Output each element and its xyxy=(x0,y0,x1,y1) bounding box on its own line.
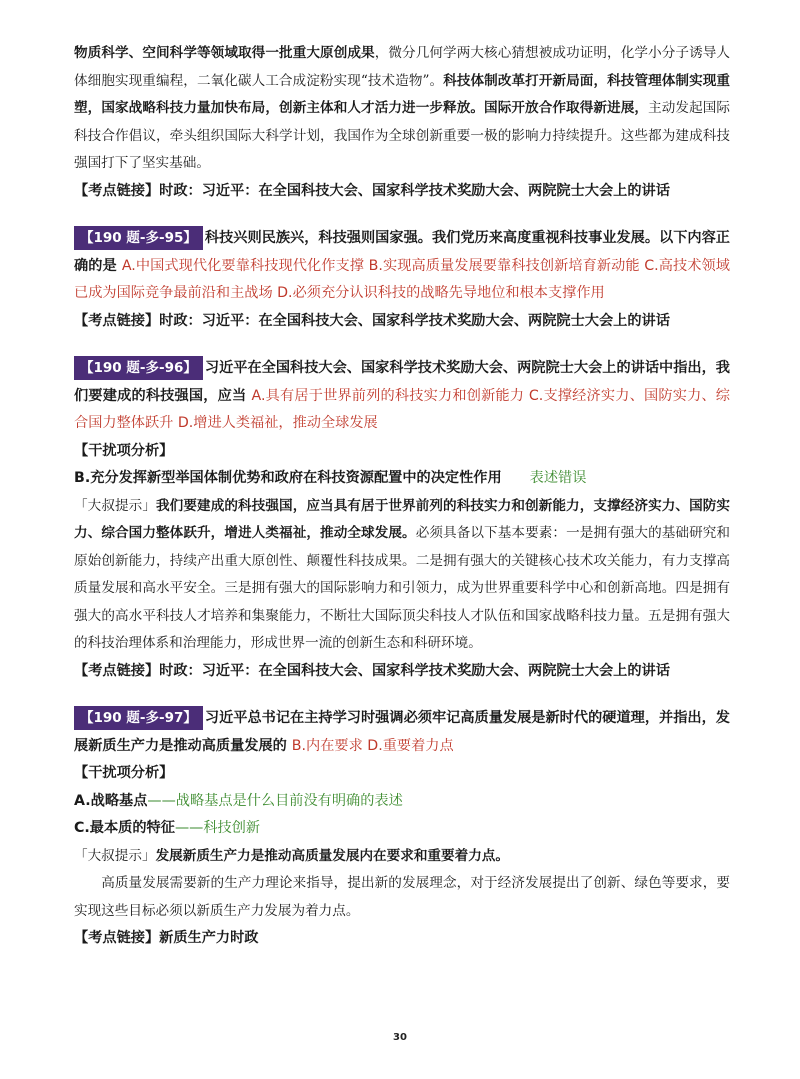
question-stem-97: 习近平总书记在主持学习时强调必须牢记高质量发展是新时代的硬道理，并指出，发展新质生产力是推动高质量发展的 xyxy=(74,710,730,754)
exam-link-2 xyxy=(74,308,730,336)
distractor-option-c: C.最本质的特征 xyxy=(74,820,175,836)
intro-bold-c: 科技体制改革打开新局面，科技管理体制实现重塑，国家战略科技力量加快布局，创新主体和人才活力进一步释放。国际开放合作取得新进展， xyxy=(74,72,730,116)
intro-bold-a: 物质科学、空间科学等领域取得一批重大原创成果 xyxy=(74,45,375,61)
distractor-option-a: A.战略基点 xyxy=(74,792,148,809)
exam-link-label: 【考点链接】 xyxy=(74,662,160,679)
exam-link-3 xyxy=(74,658,730,686)
intro-text-b: ，微分几何学两大核心猜想被成功证明，化学小分子诱导人体细胞实现重编程，二氧化碳人工合成淀粉实现“技术造物”。 xyxy=(74,45,731,89)
question-95 xyxy=(74,225,730,308)
distractor-note-b: 表述错误 xyxy=(529,470,587,486)
exam-link-time: 时政： xyxy=(159,312,202,329)
distractor-97-c xyxy=(74,815,730,843)
exam-link-text: 习近平：在全国科技大会、国家科学技术奖励大会、两院院士大会上的讲话 xyxy=(201,662,670,679)
question-tag-95: 【190 题-多-95】 xyxy=(74,226,203,250)
intro-text-d: 主动发起国际科技合作倡议，牵头组织国际大科学计划，我国作为全球创新重要一极的影响力持续提升。这些都为建成科技强国打下了坚实基础。 xyxy=(74,100,730,171)
tip-label: 「大叔提示」 xyxy=(74,847,156,864)
tip-bold-97: 发展新质生产力是推动高质量发展内在要求和重要着力点。 xyxy=(155,847,509,864)
question-tag-96: 【190 题-多-96】 xyxy=(74,356,203,380)
distractor-option-b: B.充分发挥新型举国体制优势和政府在科技资源配置中的决定性作用 xyxy=(74,470,502,486)
exam-link-text-97: 新质生产力时政 xyxy=(159,930,259,946)
exam-link-4 xyxy=(74,925,730,953)
question-97 xyxy=(74,705,730,760)
exam-link-time: 时政： xyxy=(159,662,202,679)
answer-95: A.中国式现代化要靠科技现代化作支撑 B.实现高质量发展要靠科技创新培育新动能 C.高技术领域已成为国际竞争最前沿和主战场 D.必须充分认识科技的战略先导地位和根本支撑作用 xyxy=(74,257,730,301)
answer-97: B.内在要求 D.重要着力点 xyxy=(291,737,454,754)
question-stem-96: 习近平在全国科技大会、国家科学技术奖励大会、两院院士大会上的讲话中指出，我们要建成的科技强国，应当 xyxy=(74,360,730,404)
interference-heading-97: 【干扰项分析】 xyxy=(74,765,174,781)
distractor-96 xyxy=(74,465,730,493)
question-96 xyxy=(74,355,730,438)
exam-link-text: 习近平：在全国科技大会、国家科学技术奖励大会、两院院士大会上的讲话 xyxy=(201,182,670,199)
tip-bold-96: 我们要建成的科技强国，应当具有居于世界前列的科技实力和创新能力，支撑经济实力、国防实力、综合国力整体跃升，增进人类福祉，推动全球发展。 xyxy=(74,497,731,541)
exam-link-1 xyxy=(74,178,730,206)
interference-heading-96: 【干扰项分析】 xyxy=(74,442,174,459)
exam-link-time: 时政： xyxy=(159,182,202,199)
tip-96 xyxy=(74,493,730,658)
question-stem-95: 科技兴则民族兴，科技强则国家强。我们党历来高度重视科技事业发展。以下内容正确的是 xyxy=(74,230,730,274)
tip-label: 「大叔提示」 xyxy=(74,497,157,514)
document-page xyxy=(74,40,730,953)
tip-paragraph-97: 高质量发展需要新的生产力理论来指导，提出新的发展理念，对于经济发展提出了创新、绿色等要求，要实现这些目标必须以新质生产力发展为着力点。 xyxy=(74,875,730,919)
exam-link-label: 【考点链接】 xyxy=(74,312,160,329)
exam-link-text: 习近平：在全国科技大会、国家科学技术奖励大会、两院院士大会上的讲话 xyxy=(201,312,670,329)
question-tag-97: 【190 题-多-97】 xyxy=(74,706,203,730)
distractor-note-c: ——科技创新 xyxy=(174,820,261,836)
page-number: 30 xyxy=(393,1032,407,1043)
tip-97 xyxy=(74,843,730,871)
exam-link-label: 【考点链接】 xyxy=(74,930,160,946)
tip-rest-96: 必须具备以下基本要素：一是拥有强大的基础研究和原始创新能力，持续产出重大原创性、颠覆性科技成果。二是拥有强大的关键核心技术攻关能力，有力支撑高质量发展和高水平安全。三是拥有强大的国际影响力和引领力，成为世界重要科学中心和创新高地。四是拥有强大的高水平科技人才培养和集聚能力，不断壮大国际顶尖科技人才队伍和国家战略科技力量。五是拥有强大的科技治理体系和治理能力，形成世界一流的创新生态和科研环境。 xyxy=(74,525,731,651)
intro-paragraph xyxy=(74,40,730,178)
distractor-97-a xyxy=(74,788,730,816)
exam-link-label: 【考点链接】 xyxy=(74,182,160,199)
answer-96: A.具有居于世界前列的科技实力和创新能力 C.支撑经济实力、国防实力、综合国力整体跃升 D.增进人类福祉，推动全球发展 xyxy=(74,387,730,431)
distractor-note-a: ——战略基点是什么目前没有明确的表述 xyxy=(147,792,403,809)
